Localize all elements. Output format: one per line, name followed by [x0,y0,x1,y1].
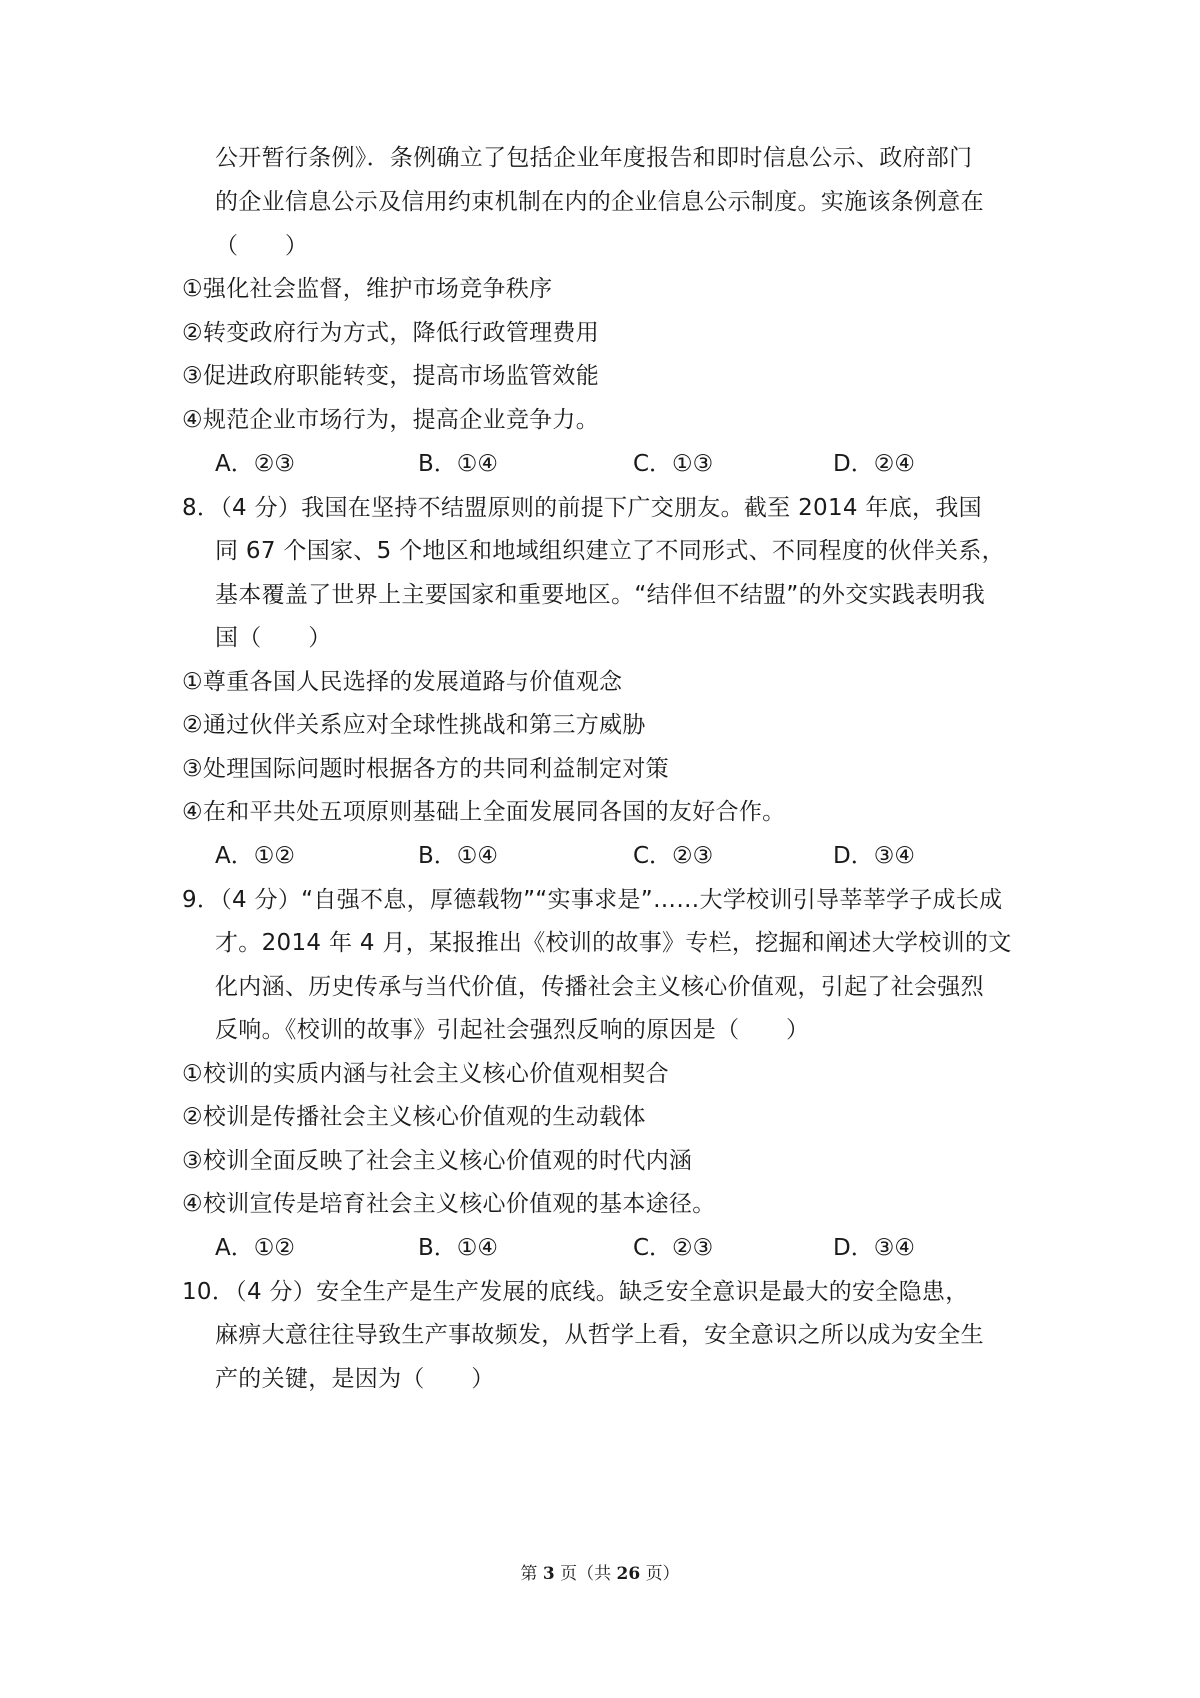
q8-statement: ②通过伙伴关系应对全球性挑战和第三方威胁 [182,712,646,738]
q7-stem-line: 公开暂行条例》．条例确立了包括企业年度报告和即时信息公示、政府部门 [215,145,973,171]
option-d: D．③④ [833,843,915,869]
q8-stem-line: 基本覆盖了世界上主要国家和重要地区。“结伴但不结盟”的外交实践表明我 [215,582,986,608]
option-d: D．③④ [833,1235,915,1261]
q9-stem-line: 反响。《校训的故事》引起社会强烈反响的原因是（ ） [215,1017,810,1043]
q9-stem-first: 9．（4 分）“自强不息，厚德载物”“实事求是”……大学校训引导莘莘学子成长成 [182,887,1003,913]
footer-page-number: 3 [542,1564,555,1584]
option-a: A．①② [215,843,295,869]
footer-prefix: 第 [520,1564,538,1584]
q9-statement: ②校训是传播社会主义核心价值观的生动载体 [182,1104,646,1130]
q9-stem-line: 才。2014 年 4 月，某报推出《校训的故事》专栏，挖掘和阐述大学校训的文 [215,930,1012,956]
option-c: C．①③ [633,451,714,477]
option-b: B．①④ [418,451,499,477]
q8-statement: ③处理国际问题时根据各方的共同利益制定对策 [182,756,669,782]
footer-total-pages: 26 [616,1564,641,1584]
option-b: B．①④ [418,843,499,869]
q7-statement: ④规范企业市场行为，提高企业竞争力。 [182,407,600,433]
q10-stem-line: 麻痹大意往往导致生产事故频发，从哲学上看，安全意识之所以成为安全生 [215,1322,984,1348]
option-c: C．②③ [633,1235,714,1261]
q10-stem-first: 10．（4 分）安全生产是生产发展的底线。缺乏安全意识是最大的安全隐患， [182,1279,969,1305]
q9-statement: ④校训宣传是培育社会主义核心价值观的基本途径。 [182,1191,716,1217]
option-a: A．①② [215,1235,295,1261]
option-b: B．①④ [418,1235,499,1261]
footer-suffix: 页） [645,1564,680,1584]
q7-statement: ②转变政府行为方式，降低行政管理费用 [182,320,600,346]
q10-stem-line: 产的关键，是因为（ ） [215,1366,495,1392]
q8-stem-line: 国（ ） [215,625,332,651]
q8-statement: ①尊重各国人民选择的发展道路与价值观念 [182,669,623,695]
q7-stem-line: （ ） [215,233,309,259]
option-c: C．②③ [633,843,714,869]
q7-statement: ③促进政府职能转变，提高市场监管效能 [182,363,600,389]
footer-mid: 页（共 [560,1564,612,1584]
q7-statement: ①强化社会监督，维护市场竞争秩序 [182,276,553,302]
q8-statement: ④在和平共处五项原则基础上全面发展同各国的友好合作。 [182,799,786,825]
option-d: D．②④ [833,451,915,477]
q8-stem-first: 8．（4 分）我国在坚持不结盟原则的前提下广交朋友。截至 2014 年底，我国 [182,495,982,521]
q8-stem-line: 同 67 个国家、5 个地区和地域组织建立了不同形式、不同程度的伙伴关系， [215,538,1005,564]
q9-statement: ③校训全面反映了社会主义核心价值观的时代内涵 [182,1148,693,1174]
page-footer [0,1562,1200,1586]
q9-stem-line: 化内涵、历史传承与当代价值，传播社会主义核心价值观，引起了社会强烈 [215,974,984,1000]
q7-stem-line: 的企业信息公示及信用约束机制在内的企业信息公示制度。实施该条例意在 [215,189,984,215]
q9-statement: ①校训的实质内涵与社会主义核心价值观相契合 [182,1061,669,1087]
option-a: A．②③ [215,451,295,477]
